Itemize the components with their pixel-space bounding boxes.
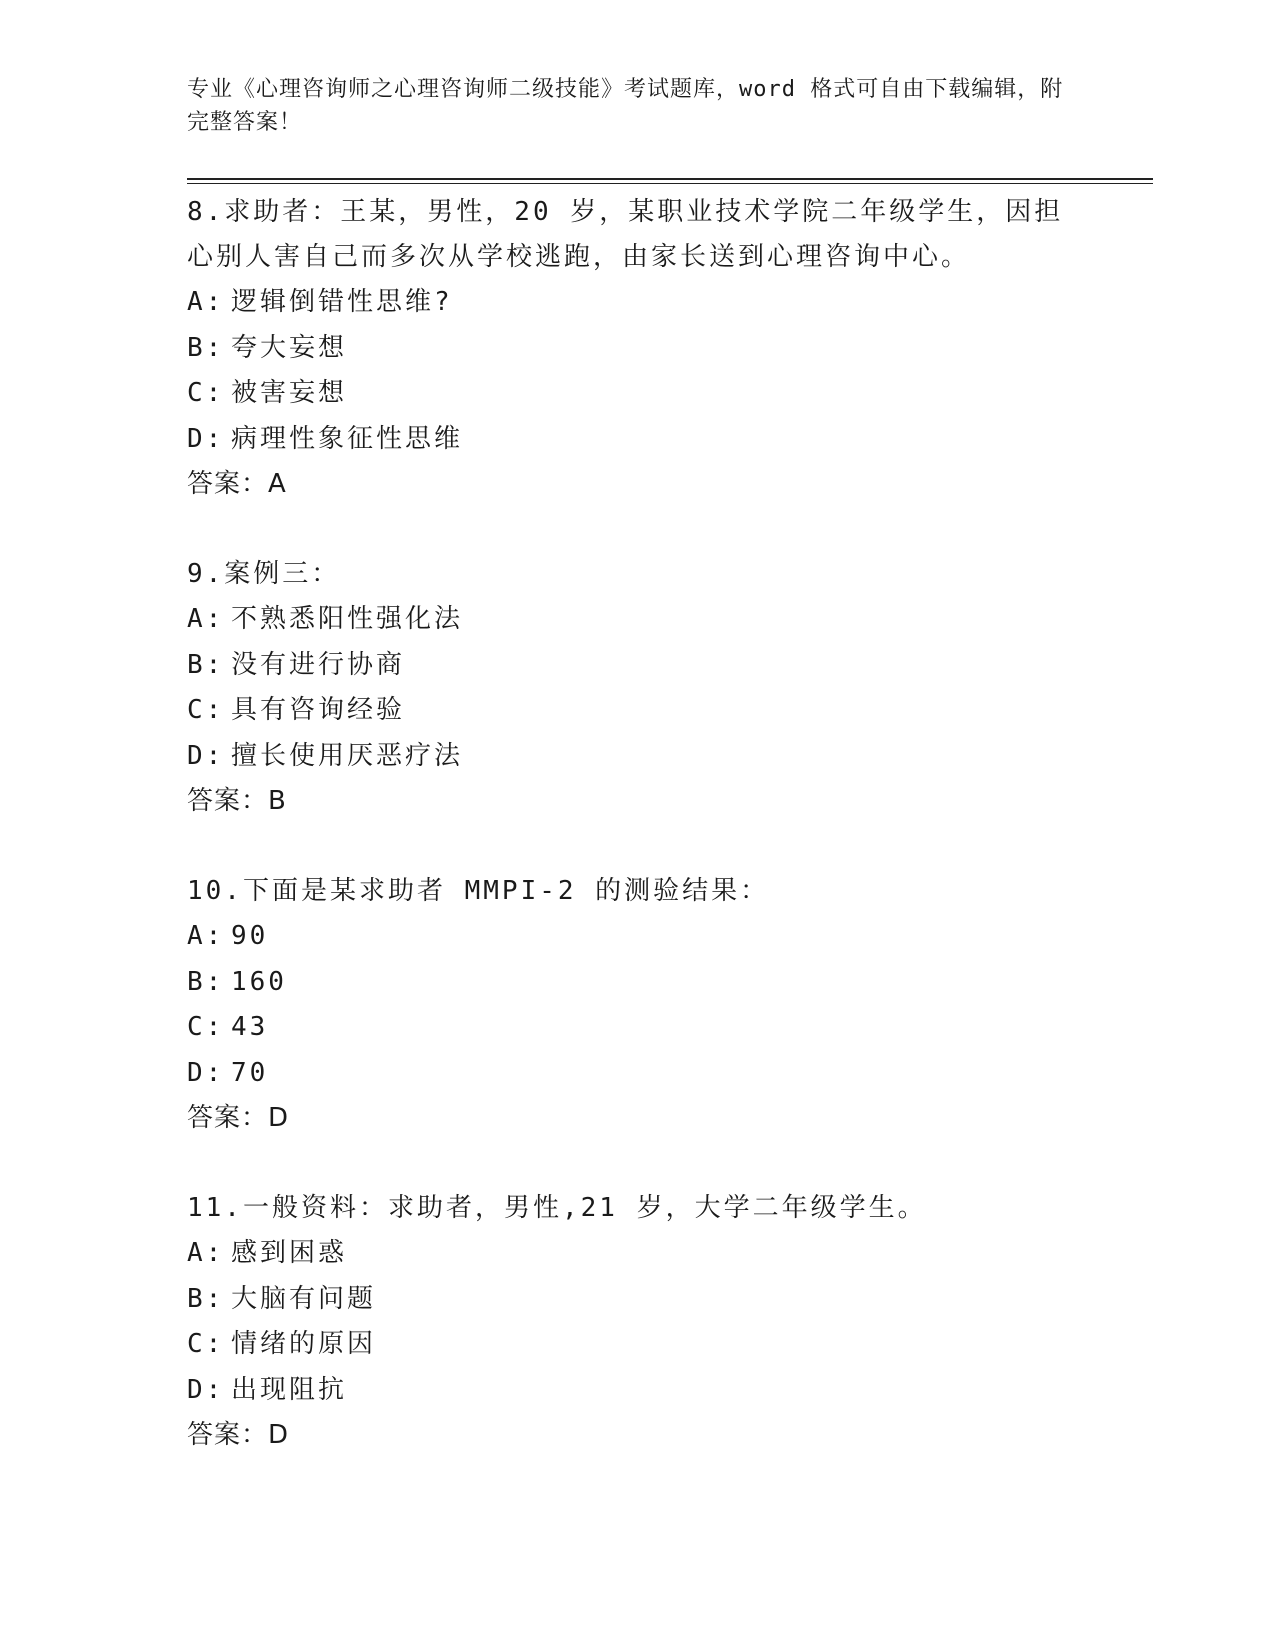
question-10 bbox=[187, 869, 1087, 1141]
option-text: 被害妄想 bbox=[231, 378, 348, 408]
option-a bbox=[187, 280, 1087, 326]
option-text: 出现阻抗 bbox=[231, 1374, 348, 1405]
option-letter: A: bbox=[187, 604, 225, 634]
option-c bbox=[187, 1322, 1087, 1368]
answer-line: 答案：B bbox=[187, 786, 287, 816]
option-letter: D: bbox=[187, 1374, 225, 1405]
option-d bbox=[187, 1051, 1087, 1097]
option-c bbox=[187, 1005, 1087, 1051]
header-double-rule bbox=[187, 178, 1153, 184]
option-letter: C: bbox=[187, 1012, 225, 1042]
question-stem: 10.下面是某求助者 MMPI-2 的测验结果： bbox=[187, 876, 770, 906]
option-text: 夸大妄想 bbox=[231, 332, 348, 363]
option-text: 大脑有问题 bbox=[231, 1283, 377, 1314]
option-letter: C: bbox=[187, 378, 225, 408]
option-b bbox=[187, 326, 1087, 372]
option-text: 没有进行协商 bbox=[231, 649, 406, 680]
option-letter: A: bbox=[187, 1238, 225, 1268]
option-letter: A: bbox=[187, 921, 225, 951]
option-letter: B: bbox=[187, 332, 225, 363]
option-letter: B: bbox=[187, 966, 225, 997]
option-a bbox=[187, 597, 1087, 643]
option-text: 90 bbox=[231, 921, 269, 951]
option-d bbox=[187, 417, 1087, 463]
option-d bbox=[187, 1368, 1087, 1414]
option-letter: B: bbox=[187, 649, 225, 680]
question-11 bbox=[187, 1186, 1087, 1458]
option-text: 感到困惑 bbox=[231, 1238, 348, 1268]
option-letter: B: bbox=[187, 1283, 225, 1314]
option-text: 70 bbox=[231, 1057, 269, 1088]
option-a bbox=[187, 914, 1087, 960]
answer-line: 答案：D bbox=[187, 1103, 290, 1133]
option-b bbox=[187, 1277, 1087, 1323]
option-letter: A: bbox=[187, 287, 225, 317]
option-text: 情绪的原因 bbox=[231, 1329, 377, 1359]
option-text: 具有咨询经验 bbox=[231, 695, 406, 725]
question-9 bbox=[187, 552, 1087, 824]
option-c bbox=[187, 688, 1087, 734]
option-d bbox=[187, 734, 1087, 780]
option-b bbox=[187, 960, 1087, 1006]
option-text: 逻辑倒错性思维? bbox=[231, 287, 453, 317]
option-text: 不熟悉阳性强化法 bbox=[231, 604, 464, 634]
question-stem: 8.求助者：王某，男性，20 岁，某职业技术学院二年级学生，因担心别人害自己而多次从学校逃跑，由家长送到心理咨询中心。 bbox=[187, 197, 1064, 272]
option-a bbox=[187, 1231, 1087, 1277]
option-c bbox=[187, 371, 1087, 417]
option-letter: D: bbox=[187, 423, 225, 454]
option-b bbox=[187, 643, 1087, 689]
option-letter: C: bbox=[187, 1329, 225, 1359]
document-header: 专业《心理咨询师之心理咨询师二级技能》考试题库，word 格式可自由下载编辑，附完整答案！ bbox=[187, 77, 1064, 135]
option-letter: C: bbox=[187, 695, 225, 725]
option-text: 43 bbox=[231, 1012, 269, 1042]
question-stem: 11.一般资料：求助者，男性,21 岁，大学二年级学生。 bbox=[187, 1193, 927, 1223]
option-text: 病理性象征性思维 bbox=[231, 423, 464, 454]
option-letter: D: bbox=[187, 1057, 225, 1088]
answer-line: 答案：A bbox=[187, 469, 287, 499]
question-list bbox=[187, 190, 1087, 1503]
question-stem: 9.案例三： bbox=[187, 559, 341, 589]
option-text: 160 bbox=[231, 966, 287, 997]
question-8 bbox=[187, 190, 1087, 507]
option-letter: D: bbox=[187, 740, 225, 771]
answer-line: 答案：D bbox=[187, 1420, 290, 1450]
option-text: 擅长使用厌恶疗法 bbox=[231, 740, 464, 771]
